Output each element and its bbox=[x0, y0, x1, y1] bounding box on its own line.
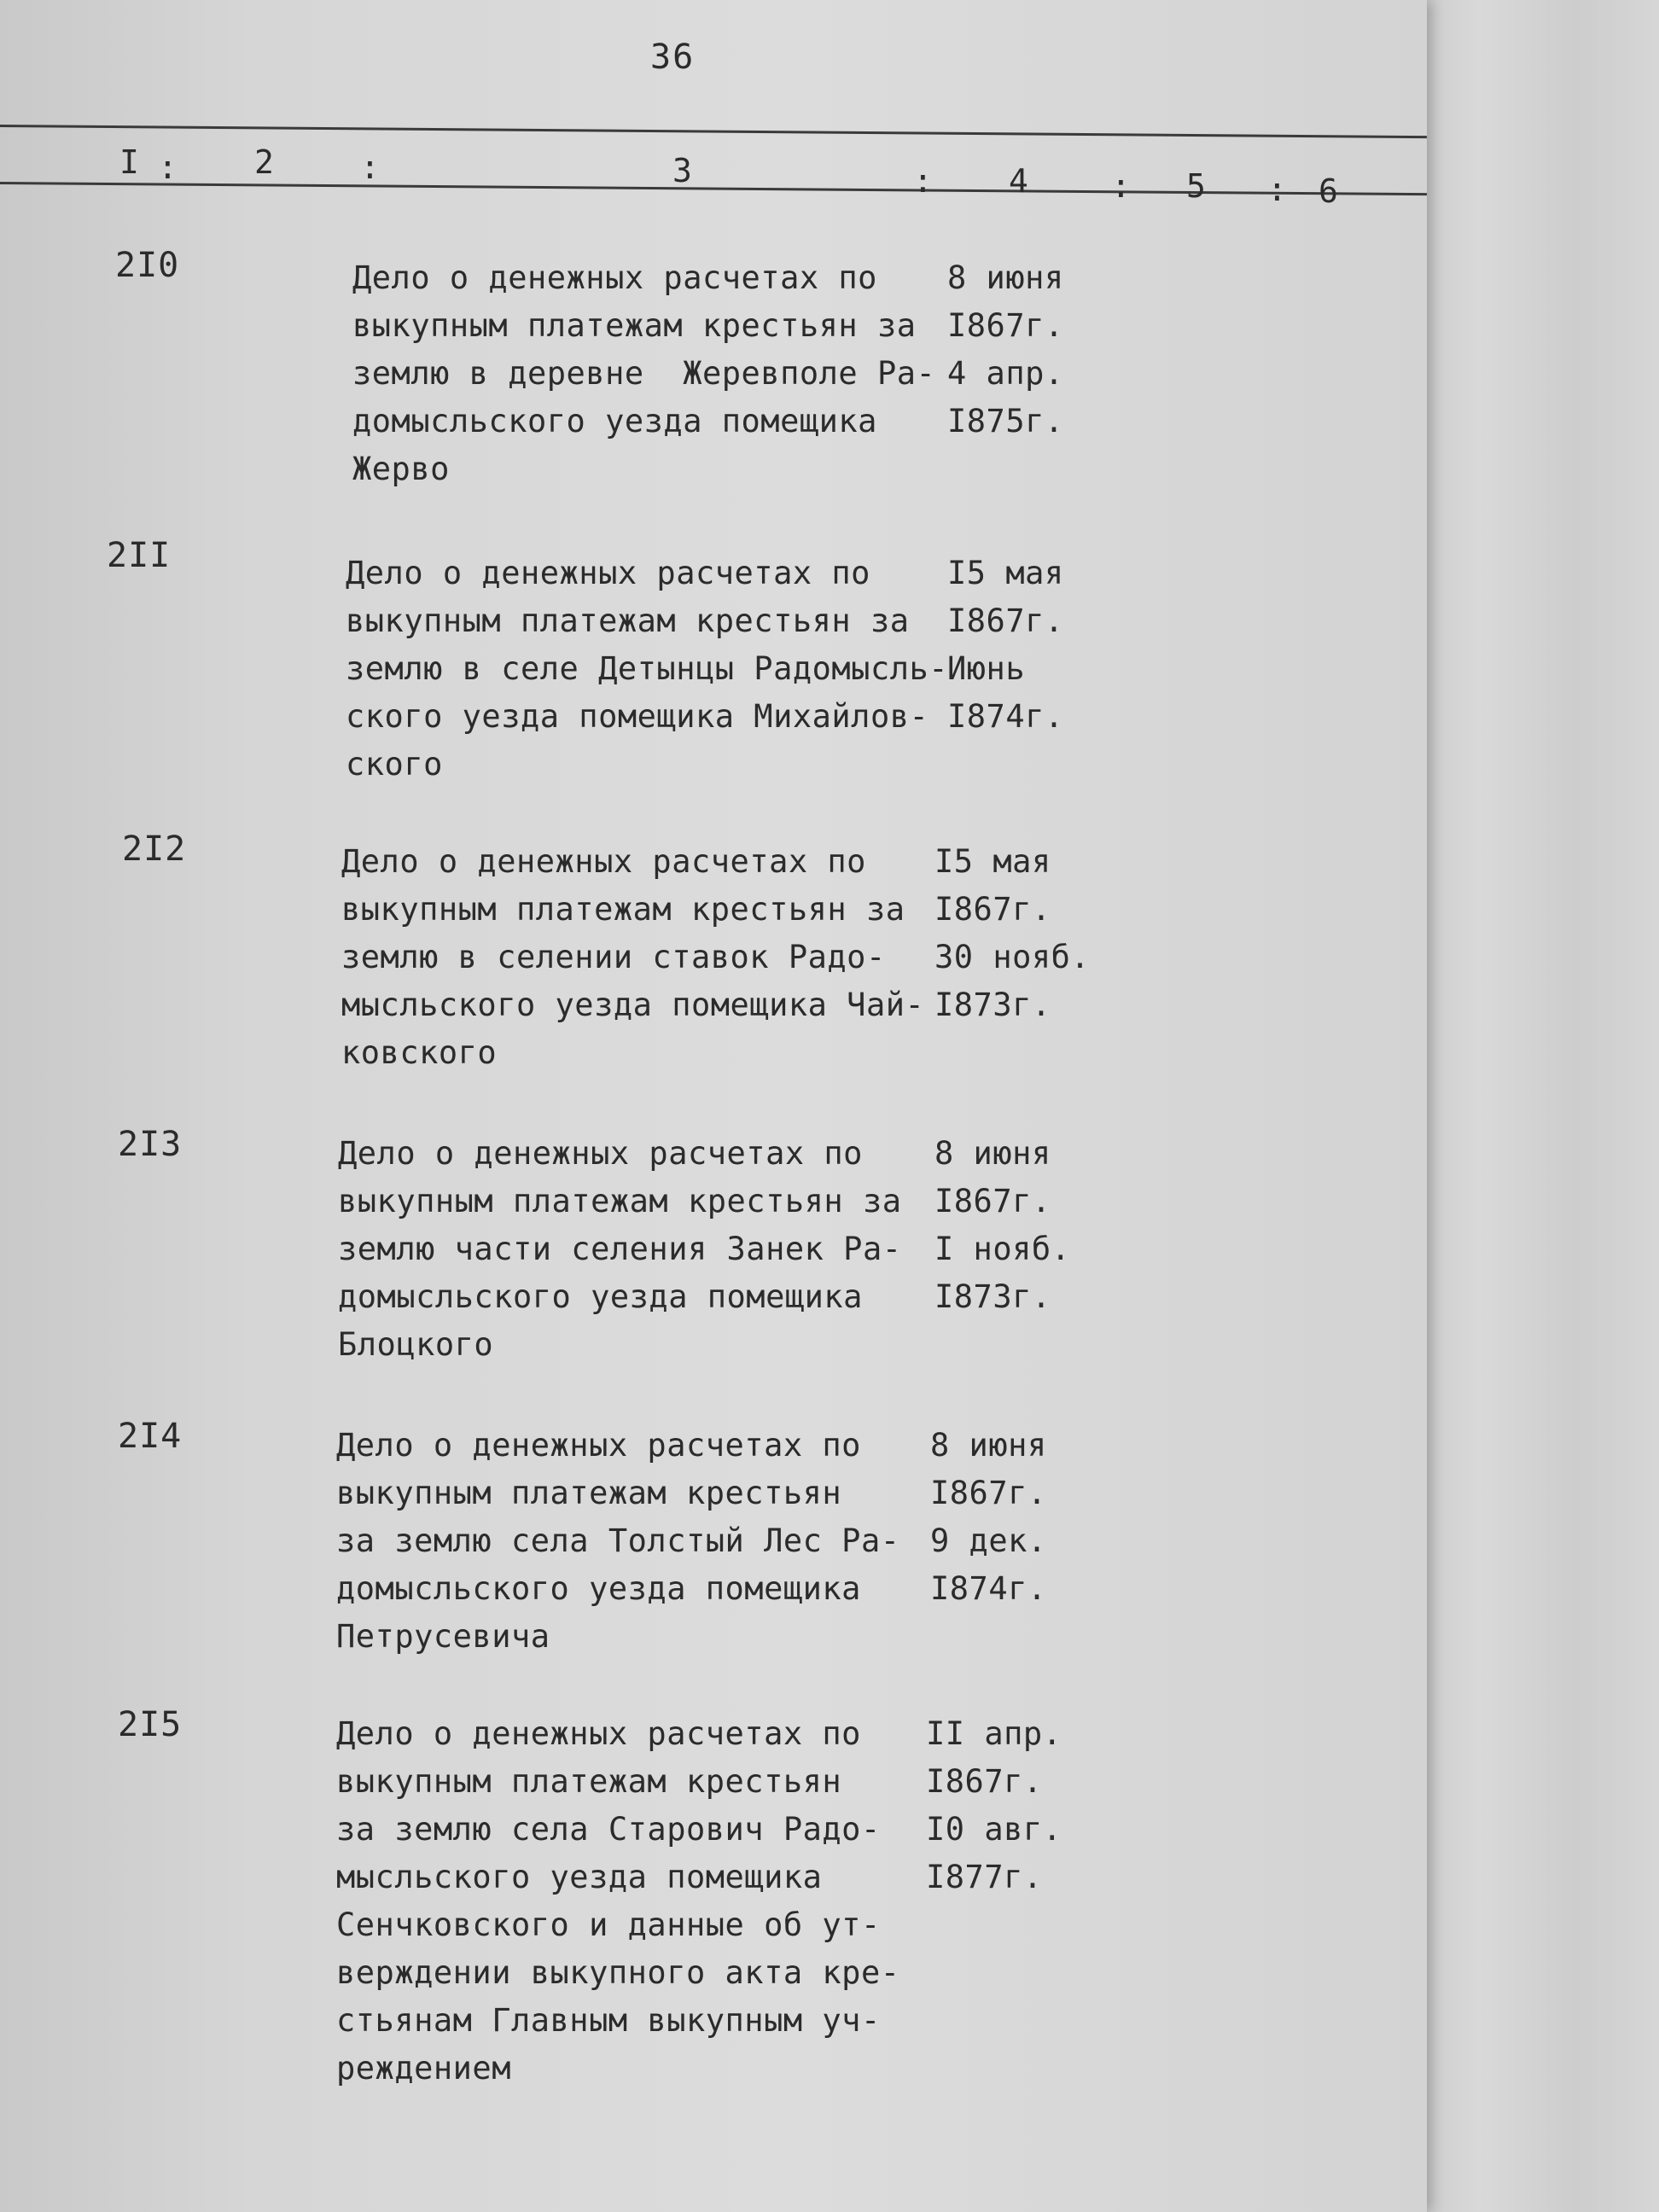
entry-dates bbox=[934, 1130, 1097, 1321]
description-line: выкупным платежам крестьян bbox=[336, 1475, 842, 1511]
description-line: мысльского уезда помещика Чай- bbox=[341, 987, 925, 1023]
entry-dates bbox=[930, 1422, 1092, 1613]
column-header-3: 3 bbox=[672, 152, 692, 189]
column-separator: : bbox=[1111, 167, 1131, 205]
description-line: за землю села Старович Радо- bbox=[336, 1811, 881, 1848]
column-separator: : bbox=[1267, 171, 1287, 208]
header-top-rule bbox=[0, 125, 1427, 138]
description-line: ковского bbox=[341, 1034, 498, 1071]
column-header-2: 2 bbox=[254, 143, 274, 181]
description-line: Петрусевича bbox=[336, 1618, 550, 1655]
column-separator: : bbox=[913, 162, 933, 200]
entry-dates bbox=[947, 550, 1109, 741]
description-line: землю в деревне Жеревполе Ра- bbox=[352, 355, 936, 392]
description-line: реждением bbox=[336, 2050, 511, 2087]
description-line: землю в селении ставок Радо- bbox=[341, 939, 886, 975]
entry-number: 2I4 bbox=[118, 1417, 183, 1456]
entry-description bbox=[338, 1130, 935, 1369]
description-line: Дело о денежных расчетах по bbox=[341, 843, 866, 880]
date-line: 30 нояб. bbox=[934, 939, 1091, 975]
description-line: ского bbox=[346, 746, 443, 783]
description-line: Дело о денежных расчетах по bbox=[338, 1135, 863, 1172]
date-line: I867г. bbox=[934, 1183, 1051, 1220]
description-line: верждении выкупного акта кре- bbox=[336, 1954, 900, 1991]
entry-number: 2II bbox=[107, 536, 172, 575]
description-line: домысльского уезда помещика bbox=[338, 1278, 863, 1315]
date-line: I5 мая bbox=[934, 843, 1051, 880]
column-separator: : bbox=[158, 148, 178, 186]
entry-number: 2I0 bbox=[115, 246, 180, 285]
column-header-6: 6 bbox=[1318, 172, 1338, 210]
description-line: выкупным платежам крестьян за bbox=[346, 602, 910, 639]
description-line: выкупным платежам крестьян за bbox=[341, 891, 905, 928]
column-header-1: I bbox=[119, 143, 139, 181]
date-line: I0 авг. bbox=[926, 1811, 1062, 1848]
entry-description bbox=[341, 838, 939, 1077]
date-line: II апр. bbox=[926, 1715, 1062, 1752]
description-line: Дело о денежных расчетах по bbox=[352, 259, 877, 296]
description-line: Сенчковского и данные об ут- bbox=[336, 1906, 881, 1943]
date-line: I873г. bbox=[934, 987, 1051, 1023]
column-separator: : bbox=[360, 148, 380, 186]
description-line: Дело о денежных расчетах по bbox=[336, 1715, 861, 1752]
date-line: I нояб. bbox=[934, 1231, 1071, 1267]
entry-description bbox=[336, 1422, 934, 1661]
entry-dates bbox=[934, 838, 1139, 1029]
entry-number: 2I2 bbox=[122, 830, 187, 869]
date-line: 4 апр. bbox=[947, 355, 1064, 392]
description-line: Блоцкого bbox=[338, 1326, 494, 1363]
date-line: 8 июня bbox=[947, 259, 1064, 296]
description-line: домысльского уезда помещика bbox=[336, 1570, 861, 1607]
column-header-5: 5 bbox=[1186, 167, 1206, 205]
header-bottom-rule bbox=[0, 182, 1427, 195]
column-header-4: 4 bbox=[1009, 162, 1028, 200]
description-line: землю в селе Детынцы Радомысль- bbox=[346, 650, 949, 687]
date-line: Июнь bbox=[947, 650, 1026, 687]
date-line: I874г. bbox=[930, 1570, 1047, 1607]
description-line: за землю села Толстый Лес Ра- bbox=[336, 1522, 900, 1559]
date-line: 8 июня bbox=[930, 1427, 1047, 1464]
entry-description bbox=[352, 254, 950, 493]
entry-number: 2I3 bbox=[118, 1125, 183, 1164]
description-line: выкупным платежам крестьян за bbox=[338, 1183, 902, 1220]
description-line: выкупным платежам крестьян за bbox=[352, 307, 917, 344]
date-line: 9 дек. bbox=[930, 1522, 1047, 1559]
description-line: ского уезда помещика Михайлов- bbox=[346, 698, 929, 735]
description-line: Дело о денежных расчетах по bbox=[346, 555, 870, 591]
date-line: 8 июня bbox=[934, 1135, 1051, 1172]
date-line: I877г. bbox=[926, 1859, 1043, 1895]
entry-dates bbox=[926, 1710, 1088, 1901]
date-line: I867г. bbox=[947, 602, 1064, 639]
description-line: землю части селения Занек Ра- bbox=[338, 1231, 902, 1267]
entry-description bbox=[336, 1710, 934, 2093]
date-line: I867г. bbox=[947, 307, 1064, 344]
date-line: I875г. bbox=[947, 403, 1064, 439]
entry-number: 2I5 bbox=[118, 1705, 183, 1744]
date-line: I873г. bbox=[934, 1278, 1051, 1315]
date-line: I874г. bbox=[947, 698, 1064, 735]
date-line: I867г. bbox=[934, 891, 1051, 928]
description-line: Дело о денежных расчетах по bbox=[336, 1427, 861, 1464]
description-line: мысльского уезда помещика bbox=[336, 1859, 823, 1895]
date-line: I867г. bbox=[926, 1763, 1043, 1800]
description-line: выкупным платежам крестьян bbox=[336, 1763, 842, 1800]
description-line: Жерво bbox=[352, 451, 450, 487]
entry-description bbox=[346, 550, 949, 789]
date-line: I867г. bbox=[930, 1475, 1047, 1511]
description-line: стьянам Главным выкупным уч- bbox=[336, 2002, 881, 2039]
date-line: I5 мая bbox=[947, 555, 1064, 591]
page-number: 36 bbox=[650, 38, 696, 77]
entry-dates bbox=[947, 254, 1109, 445]
description-line: домысльского уезда помещика bbox=[352, 403, 877, 439]
